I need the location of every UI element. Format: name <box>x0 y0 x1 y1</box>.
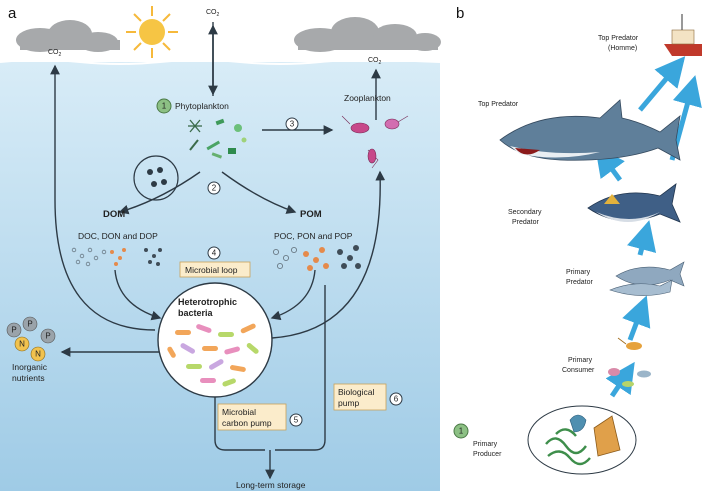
producer-number: 1 <box>458 426 464 436</box>
nutrient-p-2: P <box>27 319 33 329</box>
shark-icon <box>500 100 680 160</box>
panel-b <box>454 5 702 474</box>
step-1-number: 1 <box>161 101 167 111</box>
dom-label: DOM <box>103 209 126 220</box>
nutrient-n-2: N <box>35 349 41 359</box>
co2-right-label: $CO_2$ <box>368 57 382 66</box>
small-fish-icon <box>610 262 684 296</box>
cloud-left-icon <box>16 20 120 52</box>
step-5-number: 5 <box>293 415 299 425</box>
step-2-number: 2 <box>211 183 217 193</box>
nutrient-p-3: P <box>45 331 51 341</box>
bio-pump-label-line1: Biological <box>338 387 375 397</box>
panel-letter-a: a <box>8 5 17 22</box>
step-6-number: 6 <box>393 394 399 404</box>
panel-letter-b: b <box>456 5 465 22</box>
hetero-label-line1: Heterotrophic <box>178 297 238 307</box>
cloud-right-icon <box>294 17 441 52</box>
top-predator-homme-line2: (Homme) <box>608 45 638 52</box>
top-predator-label: Top Predator <box>478 101 519 108</box>
panel-a <box>0 5 441 491</box>
pom-label: POM <box>300 209 322 220</box>
sun-icon <box>126 6 178 58</box>
microbial-pump-label-line1: Microbial <box>222 407 257 417</box>
inorganic-label-line2: nutrients <box>12 373 45 383</box>
poc-label: POC, PON and POP <box>274 231 353 241</box>
inorganic-label-line1: Inorganic <box>12 362 47 372</box>
step-4-number: 4 <box>211 248 217 258</box>
bio-pump-label-line2: pump <box>338 398 360 408</box>
co2-left-label: $CO_2$ <box>48 49 62 58</box>
doc-label: DOC, DON and DOP <box>78 231 158 241</box>
zooplankton-b-icon <box>608 338 651 387</box>
top-predator-homme-line1: Top Predator <box>598 35 639 42</box>
secondary-predator-line1: Secondary <box>508 209 542 216</box>
primary-producer-line1: Primary <box>473 441 498 448</box>
microbial-loop-label: Microbial loop <box>185 265 238 275</box>
step-3-number: 3 <box>289 119 295 129</box>
long-term-storage-label: Long-term storage <box>236 480 306 490</box>
microbial-pump-label-line2: carbon pump <box>222 418 272 428</box>
primary-producer-line2: Producer <box>473 451 502 458</box>
secondary-predator-line2: Predator <box>512 219 539 226</box>
co2-top-label: $CO_2$ <box>206 9 220 18</box>
tuna-icon <box>588 184 680 222</box>
primary-consumer-line1: Primary <box>568 357 593 364</box>
fishing-boat-icon <box>664 14 702 56</box>
primary-consumer-line2: Consumer <box>562 367 595 374</box>
primary-predator-line2: Predator <box>566 279 593 286</box>
zooplankton-label: Zooplankton <box>344 93 391 103</box>
phytoplankton-label: Phytoplankton <box>175 101 229 111</box>
primary-predator-line1: Primary <box>566 269 591 276</box>
nutrient-p-1: P <box>11 325 17 335</box>
hetero-label-line2: bacteria <box>178 308 213 318</box>
nutrient-n-1: N <box>19 339 25 349</box>
